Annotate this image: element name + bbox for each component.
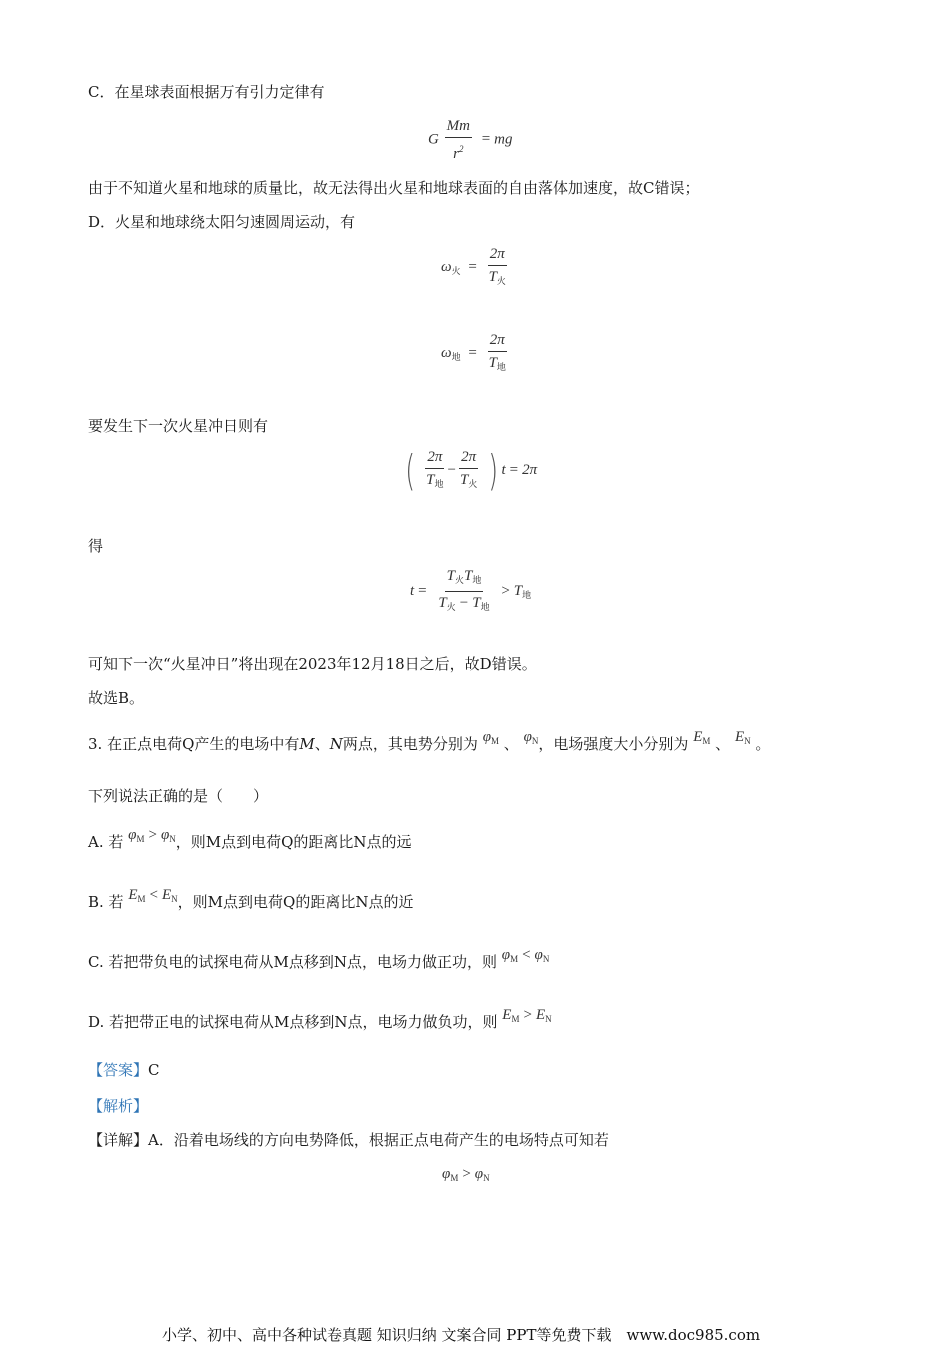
condition-d: [502, 1007, 551, 1023]
sym-T: T: [488, 269, 497, 285]
sym-E: E: [734, 729, 745, 745]
sub-N: N: [545, 1014, 552, 1024]
sym-T: T: [463, 568, 473, 584]
equation-omega-earth: [441, 330, 510, 377]
option-a: [88, 827, 412, 857]
sym-phi: φ: [501, 947, 511, 963]
sub-N: N: [171, 894, 178, 904]
equation-omega-mars: [441, 244, 510, 291]
num-2pi: 2π: [425, 447, 444, 469]
sym-phi: φ: [523, 729, 532, 745]
sym-T: T: [446, 568, 455, 584]
answer-tag: 【答案】: [88, 1061, 149, 1079]
sub-M: M: [136, 834, 145, 844]
point-M: M: [299, 735, 315, 753]
E-N: [735, 729, 751, 745]
sym-T: T: [438, 595, 447, 611]
final-choice: 故选B。: [88, 689, 145, 707]
analysis-tag: 【解析】: [88, 1097, 149, 1115]
separator: 、: [314, 735, 330, 753]
sub-N: N: [169, 834, 176, 844]
sym-m: m: [459, 118, 470, 134]
sym-omega: ω: [441, 258, 452, 275]
option-d-text: D. 若把带正电的试探电荷从M点移到N点，电场力做负功，则: [88, 1013, 498, 1031]
stem-part-c: ，电场强度大小分别为: [538, 735, 689, 753]
equation-phiM-gt-phiN: [442, 1166, 490, 1183]
phi-N: [524, 729, 539, 745]
equation-t-result: [410, 566, 531, 617]
equals-sign: =: [468, 258, 477, 275]
sub-M: M: [491, 736, 500, 746]
sym-M: M: [446, 118, 460, 134]
fraction-2pi-Tearth: [424, 447, 445, 494]
fraction-2pi-Tmars: [458, 447, 479, 494]
E-M: [693, 729, 710, 745]
num-2pi: 2π: [459, 447, 478, 469]
next-opposition-condition: 要发生下一次火星冲日则有: [88, 417, 269, 435]
answer-value: C: [148, 1061, 160, 1079]
fraction-2pi-Tearth: [487, 330, 508, 377]
sub-N: N: [744, 736, 751, 746]
sym-phi: φ: [160, 827, 170, 843]
greater-than-sign: >: [148, 827, 157, 843]
option-c-reasoning: 由于不知道火星和地球的质量比，故无法得出火星和地球表面的自由落体加速度，故C错误；: [88, 179, 700, 197]
option-c-heading: C．在星球表面根据万有引力定律有: [88, 83, 325, 101]
analysis-line: [88, 1096, 148, 1116]
sub-M: M: [702, 736, 711, 746]
option-a-prefix: A. 若: [88, 833, 124, 851]
sym-T: T: [459, 472, 469, 488]
sym-T: T: [513, 582, 523, 599]
equals-sign: =: [418, 582, 427, 599]
fraction-2pi-Tmars: [487, 244, 508, 291]
sym-E: E: [162, 887, 172, 903]
equals-sign: =: [481, 131, 491, 148]
option-b-text: ，则M点到电荷Q的距离比N点的近: [177, 893, 414, 911]
fraction-Mm-r2: [445, 116, 472, 164]
equals-sign: =: [468, 344, 477, 361]
sym-phi: φ: [474, 1166, 484, 1182]
option-a-text: ，则M点到电荷Q的距离比N点的远: [175, 833, 412, 851]
right-paren: ): [488, 446, 499, 495]
equation-gravity: [428, 116, 513, 164]
answer-line: [88, 1060, 160, 1080]
sym-mg: mg: [494, 131, 513, 148]
option-c-text: C. 若把带负电的试探电荷从M点移到N点，电场力做正功，则: [88, 953, 497, 971]
condition-b: [128, 887, 177, 903]
sub-mars: 火: [446, 602, 456, 612]
option-d-conclusion: 可知下一次“火星冲日”将出现在2023年12月18日之后，故D错误。: [88, 655, 537, 673]
sub-earth: 地: [434, 479, 444, 489]
sym-omega: ω: [441, 344, 452, 361]
less-than-sign: <: [522, 947, 531, 963]
sym-phi: φ: [442, 1166, 451, 1182]
less-than-sign: <: [149, 887, 158, 903]
option-b: [88, 887, 414, 917]
exp-2: 2: [458, 144, 464, 154]
sym-T: T: [488, 355, 497, 371]
sym-T: T: [472, 595, 481, 611]
sub-mars: 火: [451, 265, 461, 276]
sym-t: t: [410, 582, 415, 599]
rhs-2pi: 2π: [522, 461, 538, 478]
condition-a: [128, 827, 176, 843]
equals-sign: =: [509, 461, 519, 478]
sym-phi: φ: [534, 947, 543, 963]
symbol-G: G: [428, 131, 439, 148]
de-label: 得: [88, 537, 104, 555]
equation-opposition: [402, 446, 537, 495]
sub-N: N: [531, 736, 539, 746]
sym-E: E: [502, 1007, 512, 1023]
sym-t: t: [501, 461, 506, 478]
sub-N: N: [483, 1173, 490, 1183]
detail-line: 【详解】A．沿着电场线的方向电势降低，根据正点电荷产生的电场特点可知若: [88, 1131, 609, 1149]
question-3-stem: [88, 729, 771, 759]
sym-r: r: [453, 146, 459, 162]
greater-than-sign: >: [523, 1007, 532, 1023]
sym-E: E: [128, 887, 138, 903]
minus-sign: −: [447, 461, 456, 478]
sub-mars: 火: [454, 575, 464, 585]
option-d: [88, 1007, 552, 1037]
sub-earth: 地: [480, 602, 490, 612]
sub-M: M: [137, 894, 146, 904]
sub-earth: 地: [496, 362, 506, 372]
separator: 、: [503, 735, 519, 753]
sym-E: E: [693, 729, 703, 745]
sub-mars: 火: [496, 276, 506, 286]
sub-M: M: [510, 954, 519, 964]
minus-sign: −: [459, 595, 469, 611]
left-paren: (: [405, 446, 416, 495]
sym-E: E: [535, 1007, 546, 1023]
sub-M: M: [511, 1014, 520, 1024]
stem-part-b: 两点，其电势分别为: [342, 735, 478, 753]
sym-phi: φ: [128, 827, 137, 843]
sub-N: N: [542, 954, 550, 964]
phi-M: [483, 729, 499, 745]
question-3-ask: 下列说法正确的是（ ）: [88, 787, 269, 805]
stem-part-a: 3. 在正点电荷Q产生的电场中有: [88, 735, 300, 753]
sub-earth: 地: [472, 575, 482, 585]
stem-end: 。: [755, 735, 771, 753]
fraction-period-product: [436, 566, 491, 617]
condition-c: [502, 947, 550, 963]
num-2pi: 2π: [488, 244, 507, 266]
sub-M: M: [450, 1173, 459, 1183]
page-footer: 小学、初中、高中各种试卷真题 知识归纳 文案合同 PPT等免费下载 www.doc985.com: [162, 1326, 761, 1344]
greater-than-sign: >: [462, 1166, 471, 1182]
sym-phi: φ: [482, 729, 491, 745]
sym-T: T: [426, 472, 435, 488]
sub-earth: 地: [522, 589, 532, 600]
separator: 、: [715, 735, 731, 753]
option-c: [88, 947, 550, 977]
greater-than-sign: >: [501, 582, 510, 599]
point-N: N: [329, 735, 343, 753]
sub-earth: 地: [451, 351, 461, 362]
num-2pi: 2π: [488, 330, 507, 352]
option-d-heading: D．火星和地球绕太阳匀速圆周运动，有: [88, 213, 356, 231]
sub-mars: 火: [468, 479, 478, 489]
option-b-prefix: B. 若: [88, 893, 124, 911]
